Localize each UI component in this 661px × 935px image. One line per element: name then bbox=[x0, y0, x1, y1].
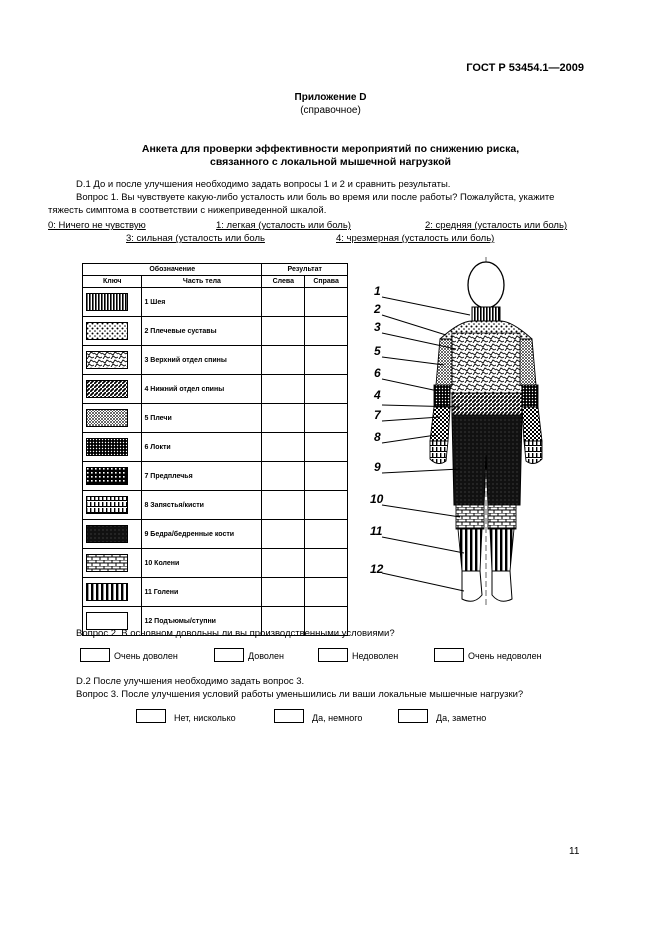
result-left-cell[interactable] bbox=[262, 549, 305, 578]
table-row bbox=[83, 433, 348, 462]
figure-number-2: 2 bbox=[374, 302, 381, 316]
result-right-cell[interactable] bbox=[305, 491, 348, 520]
option-noticeably: Да, заметно bbox=[436, 713, 487, 723]
appendix-title: Приложение D bbox=[294, 92, 367, 103]
d1-text: D.1 До и после улучшения необходимо задать вопросы 1 и 2 и сравнить результаты. bbox=[76, 179, 451, 190]
result-right-cell[interactable] bbox=[305, 404, 348, 433]
body-part-label: 4 Нижний отдел спины bbox=[142, 375, 262, 404]
key-swatch bbox=[83, 346, 142, 375]
result-right-cell[interactable] bbox=[305, 549, 348, 578]
result-right-cell[interactable] bbox=[305, 375, 348, 404]
checkbox-very-satisfied[interactable] bbox=[80, 648, 110, 662]
body-part-label: 10 Колени bbox=[142, 549, 262, 578]
body-figure bbox=[360, 255, 560, 615]
result-left-cell[interactable] bbox=[262, 578, 305, 607]
checkbox-dissatisfied[interactable] bbox=[318, 648, 348, 662]
figure-number-4: 4 bbox=[374, 388, 381, 402]
scale-1: 1: легкая (усталость или боль) bbox=[216, 220, 351, 231]
result-left-cell[interactable] bbox=[262, 317, 305, 346]
option-a-little: Да, немного bbox=[312, 713, 363, 723]
appendix-subtitle: (справочное) bbox=[300, 105, 361, 116]
figure-number-7: 7 bbox=[374, 408, 381, 422]
body-part-label: 5 Плечи bbox=[142, 404, 262, 433]
result-left-cell[interactable] bbox=[262, 404, 305, 433]
figure-number-6: 6 bbox=[374, 366, 381, 380]
key-swatch bbox=[83, 288, 142, 317]
result-left-cell[interactable] bbox=[262, 433, 305, 462]
body-part-label: 11 Голени bbox=[142, 578, 262, 607]
table-row bbox=[83, 404, 348, 433]
q1-line-1: Вопрос 1. Вы чувствуете какую-либо усталость или боль во время или после работы? Пожалуйста, укажите bbox=[76, 192, 555, 203]
key-swatch bbox=[83, 462, 142, 491]
result-right-cell[interactable] bbox=[305, 462, 348, 491]
body-part-label: 3 Верхний отдел спины bbox=[142, 346, 262, 375]
header-result: Результат bbox=[262, 264, 348, 276]
q3-text: Вопрос 3. После улучшения условий работы уменьшились ли ваши локальные мышечные нагрузки? bbox=[76, 689, 524, 700]
key-swatch bbox=[83, 520, 142, 549]
key-swatch bbox=[83, 404, 142, 433]
table-row bbox=[83, 346, 348, 375]
key-swatch bbox=[83, 433, 142, 462]
checkbox-noticeably[interactable] bbox=[398, 709, 428, 723]
table-row bbox=[83, 520, 348, 549]
table-row bbox=[83, 462, 348, 491]
body-part-label: 8 Запястья/кисти bbox=[142, 491, 262, 520]
heading-line-1: Анкета для проверки эффективности мероприятий по снижению риска, bbox=[141, 143, 520, 155]
result-left-cell[interactable] bbox=[262, 462, 305, 491]
result-right-cell[interactable] bbox=[305, 520, 348, 549]
col-key: Ключ bbox=[83, 276, 142, 288]
scale-2: 2: средняя (усталость или боль) bbox=[425, 220, 568, 231]
table-row bbox=[83, 288, 348, 317]
figure-number-1: 1 bbox=[374, 284, 381, 298]
checkbox-not-at-all[interactable] bbox=[136, 709, 166, 723]
body-part-label: 6 Локти bbox=[142, 433, 262, 462]
option-satisfied: Доволен bbox=[248, 651, 284, 661]
figure-number-9: 9 bbox=[374, 460, 381, 474]
option-not-at-all: Нет, нисколько bbox=[174, 713, 236, 723]
scale-4: 4: чрезмерная (усталость или боль) bbox=[336, 233, 495, 244]
option-very-dissatisfied: Очень недоволен bbox=[468, 651, 542, 661]
scale-0: 0: Ничего не чувствую bbox=[48, 220, 146, 231]
key-swatch bbox=[83, 317, 142, 346]
table-row bbox=[83, 317, 348, 346]
body-part-label: 2 Плечевые суставы bbox=[142, 317, 262, 346]
body-part-label: 12 Подъюмы/ступни bbox=[142, 607, 262, 636]
checkbox-a-little[interactable] bbox=[274, 709, 304, 723]
result-left-cell[interactable] bbox=[262, 346, 305, 375]
result-left-cell[interactable] bbox=[262, 520, 305, 549]
figure-number-12: 12 bbox=[370, 562, 384, 576]
figure-number-5: 5 bbox=[374, 344, 381, 358]
key-swatch bbox=[83, 578, 142, 607]
q1-line-2: тяжесть симптома в соответствии с нижеприведенной шкалой. bbox=[48, 205, 327, 216]
table-row bbox=[83, 578, 348, 607]
figure-number-10: 10 bbox=[370, 492, 384, 506]
body-part-label: 1 Шея bbox=[142, 288, 262, 317]
table-row bbox=[83, 375, 348, 404]
heading-line-2: связанного с локальной мышечной нагрузкой bbox=[210, 156, 451, 168]
table-row bbox=[83, 549, 348, 578]
key-swatch bbox=[83, 375, 142, 404]
standard-number: ГОСТ Р 53454.1—2009 bbox=[466, 62, 584, 74]
result-left-cell[interactable] bbox=[262, 375, 305, 404]
result-right-cell[interactable] bbox=[305, 433, 348, 462]
col-part: Часть тела bbox=[142, 276, 262, 288]
figure-number-11: 11 bbox=[370, 524, 383, 538]
option-very-satisfied: Очень доволен bbox=[114, 651, 178, 661]
col-right: Справа bbox=[305, 276, 348, 288]
checkbox-satisfied[interactable] bbox=[214, 648, 244, 662]
body-part-label: 9 Бедра/бедренные кости bbox=[142, 520, 262, 549]
figure-number-3: 3 bbox=[374, 320, 381, 334]
result-left-cell[interactable] bbox=[262, 491, 305, 520]
d2-text: D.2 После улучшения необходимо задать вопрос 3. bbox=[76, 676, 305, 687]
body-part-label: 7 Предплечья bbox=[142, 462, 262, 491]
result-right-cell[interactable] bbox=[305, 317, 348, 346]
scale-3: 3: сильная (усталость или боль bbox=[126, 233, 265, 244]
checkbox-very-dissatisfied[interactable] bbox=[434, 648, 464, 662]
result-right-cell[interactable] bbox=[305, 578, 348, 607]
table-row bbox=[83, 491, 348, 520]
body-part-table bbox=[82, 263, 348, 636]
result-right-cell[interactable] bbox=[305, 346, 348, 375]
result-right-cell[interactable] bbox=[305, 288, 348, 317]
col-left: Слева bbox=[262, 276, 305, 288]
q2-text: Вопрос 2. В основном довольны ли вы производственными условиями? bbox=[76, 628, 395, 639]
key-swatch bbox=[83, 549, 142, 578]
key-swatch bbox=[83, 491, 142, 520]
option-dissatisfied: Недоволен bbox=[352, 651, 399, 661]
result-left-cell[interactable] bbox=[262, 288, 305, 317]
figure-number-8: 8 bbox=[374, 430, 381, 444]
header-designation: Обозначение bbox=[83, 264, 262, 276]
page-number: 11 bbox=[569, 846, 580, 857]
